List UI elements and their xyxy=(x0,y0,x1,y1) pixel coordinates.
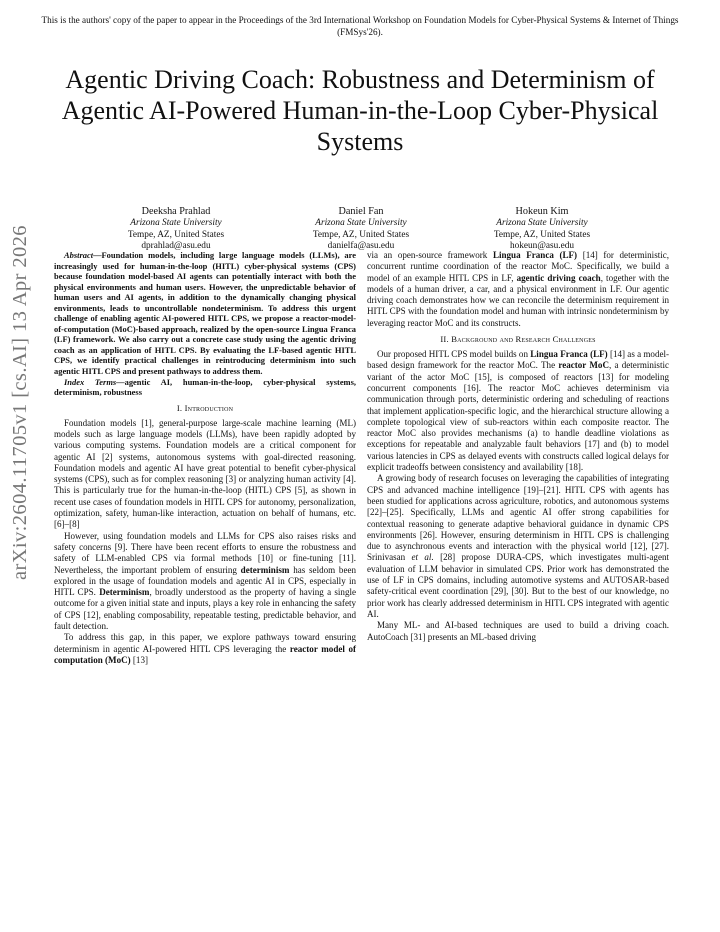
text-run: Our proposed HITL CPS model builds on xyxy=(377,349,528,360)
author-block xyxy=(457,205,627,253)
conference-notice: This is the authors' copy of the paper to appear in the Proceedings of the 3rd International Workshop on Foundation Models for Cyber-Physical Systems & Internet of Things (FMSys'26). xyxy=(41,15,679,37)
section-heading xyxy=(367,334,669,345)
author-location: Tempe, AZ, United States xyxy=(493,229,591,240)
author-name: Hokeun Kim xyxy=(515,206,569,217)
section-title: Introduction xyxy=(184,402,234,413)
text-run: , a deterministic variant of the actor MoC [15], is composed of reactors [13] for modeling concurrent components [16]. The reactor MoC achieves determinism via communication through ports, deterministic ordering and scheduling of reactions that implement application-specific logic, and the hierarchical structure allowing a complete topological view of sub-reactors within each composite reactor. The reactor MoC also provides mechanisms (a) to handle deadline violations as exceptions for repeatable and analyzable fault behaviors [17] and (b) to model various latencies in CPS as delayed events with constructs called logical delays for explicit tradeoffs between consistency and availability [18]. xyxy=(367,360,669,473)
text-run: via an open-source framework xyxy=(367,250,488,260)
section-number: I. xyxy=(176,402,183,413)
section-number: II. xyxy=(440,334,449,345)
paper-title: Agentic Driving Coach: Robustness and Determinism of Agentic AI-Powered Human-in-the-Loop Cyber-Physical Systems xyxy=(61,65,659,156)
bold-term: Lingua Franca (LF) xyxy=(492,250,578,260)
index-terms-text: agentic AI, human-in-the-loop, cyber-physical systems, determinism, robustness xyxy=(54,376,356,398)
author-name: Deeksha Prahlad xyxy=(141,206,211,217)
section-title: Background and Research Challenges xyxy=(451,334,596,345)
paragraph: Foundation models [1], general-purpose large-scale machine learning (ML) models such as large language models (LLMs), have been rapidly adopted by various computing systems. Foundation models are a critical component for agentic AI [2] systems, autonomous systems with goal-directed reasoning. Foundation models and agentic AI have great potential to benefit cyber-physical systems (CPS), such as for complex reasoning [3] or analyzing human activity [4]. This is particularly true for the human-in-the-loop (HITL) CPS [5], as shown in recent use cases of foundation models in HITL CPS for autonomy, personalization, optimization, safety, human-like interaction, actuation on behalf of humans, etc. [6]–[8] xyxy=(54,417,356,530)
author-block xyxy=(91,205,261,253)
text-run: [14] for deterministic, concurrent runtime coordination of the reactor MoC. Specifically, we build a model of an example HITL CPS in LF, xyxy=(367,250,670,283)
paragraph xyxy=(367,473,669,620)
index-terms-label: Index Terms xyxy=(64,376,117,387)
text-run: A growing body of research focuses on leveraging the capabilities of integrating CPS and advanced machine intelligence [19]–[21]. HITL CPS with agents has been studied for applications across agriculture, robotics, and autonomous systems [22]–[25]. Specifically, LLMs and agentic AI offer strong capabilities for contextual reasoning to generate adaptive behavioral guidance in dynamic CPS environments [26]. However, ensuring determinism in HITL CPS is challenging due to asynchronous events and interaction with the physical world [12], [27]. Srinivasan xyxy=(367,473,669,563)
right-column xyxy=(367,250,669,643)
abstract-label: Abstract xyxy=(64,250,94,260)
bold-term: reactor model of computation (MoC) xyxy=(54,643,356,665)
author-email: danielfa@asu.edu xyxy=(327,241,395,252)
paragraph xyxy=(54,632,356,666)
author-name: Daniel Fan xyxy=(338,206,384,217)
section-heading xyxy=(54,403,356,414)
text-run: has seldom been explored in the usage of foundation models and agentic AI in CPS, especially in HITL CPS. xyxy=(54,564,357,598)
text-run: [14] as a model-based design framework for the reactor MoC. The xyxy=(367,349,670,371)
bold-term: agentic driving coach xyxy=(516,272,601,283)
arxiv-stamp: arXiv:2604.11705v1 [cs.AI] 13 Apr 2026 xyxy=(9,225,31,580)
author-location: Tempe, AZ, United States xyxy=(312,229,410,240)
author-location: Tempe, AZ, United States xyxy=(127,229,225,240)
bold-term: reactor MoC xyxy=(558,360,609,371)
bold-term: determinism xyxy=(240,564,290,575)
italic-term: et al. xyxy=(411,552,434,563)
abstract: Abstract—Foundation models, including large language models (LLMs), are increasingly used for human-in-the-loop (HITL) cyber-physical systems (CPS) because foundation model-based AI agents can potentially interact with both the physical environments and human users. However, the unpredictable behavior of human users and AI agents, in addition to the dynamically changing physical environments, leads to uncontrollable nondeterminism. To address this urgent challenge of enabling agentic AI-powered HITL CPS, we propose a reactor-model-of-computation (MoC)-based approach, realized by the open-source Lingua Franca (LF) framework. We also carry out a concrete case study using the agentic driving coach as an application of HITL CPS. By evaluating the LF-based agentic HITL CPS, we identify practical challenges in reintroducing determinism into such agentic HITL CPS and present pathways to address them. xyxy=(54,250,356,377)
author-affiliation: Arizona State University xyxy=(130,218,222,228)
abstract-text: Foundation models, including large language models (LLMs), are increasingly used for human-in-the-loop (HITL) cyber-physical systems (CPS) because foundation model-based AI agents can potentially interact with both the physical environments and human users. However, the unpredictable behavior of human users and AI agents, in addition to the dynamically changing physical environments, leads to uncontrollable nondeterminism. To address this urgent challenge of enabling agentic AI-powered HITL CPS, we propose a reactor-model-of-computation (MoC)-based approach, realized by the open-source Lingua Franca (LF) framework. We also carry out a concrete case study using the agentic driving coach as an application of HITL CPS. By evaluating the LF-based agentic HITL CPS, we identify practical challenges in reintroducing determinism into such agentic HITL CPS and present pathways to address them. xyxy=(54,250,356,377)
paragraph xyxy=(54,531,356,633)
bold-term: Determinism xyxy=(99,587,150,598)
bold-term: Lingua Franca (LF) xyxy=(530,349,608,360)
text-run: However, using foundation models and LLMs for CPS also raises risks and safety concerns [9]. There have been recent efforts to ensure the robustness and safety of LLM-enabled CPS via formal methods [10] or fine-tuning [11]. Nevertheless, the important problem of ensuring xyxy=(54,530,356,575)
text-run: To address this gap, in this paper, we explore pathways toward ensuring determinism in agentic AI-powered HITL CPS leveraging the xyxy=(54,632,356,654)
text-run: [13] xyxy=(132,654,148,665)
text-run: , together with the models of a human driver, a car, and a physical environment in LF. Our agentic driving coach demonstrates how we can reconcile the determinism requirement in HITL CPS with the foundation model and human with intrinsic nondeterminism by leveraging reactor MoC and its constructs. xyxy=(367,272,670,328)
author-email: hokeun@asu.edu xyxy=(509,241,575,252)
paragraph: Many ML- and AI-based techniques are used to build a driving coach. AutoCoach [31] presents an ML-based driving xyxy=(367,620,669,642)
paragraph xyxy=(367,349,669,473)
author-affiliation: Arizona State University xyxy=(496,218,588,228)
text-run: , broadly understood as the property of having a single outcome for a given initial state and inputs, plays a key role in enhancing the safety of CPS [12], enabling composability, repeatable testing, predictable behavior, and fault detection. xyxy=(54,587,357,631)
author-affiliation: Arizona State University xyxy=(315,218,407,228)
left-column xyxy=(54,250,356,666)
author-email: dprahlad@asu.edu xyxy=(141,241,211,252)
paragraph xyxy=(367,250,669,329)
author-block xyxy=(276,205,446,253)
text-run: [28] propose DURA-CPS, which investigates multi-agent evaluation of LLM behavior in simulated CPS. Prior work has demonstrated the use of LF in CPS domains, including automotive systems and AUTOSAR-based safety-critical event coordination [29], [30]. But to the best of our knowledge, no prior work has clearly addressed determinism in HITL CPS integrated with agentic AI. xyxy=(367,552,669,619)
index-terms: Index Terms—agentic AI, human-in-the-loop, cyber-physical systems, determinism, robustness xyxy=(54,376,356,398)
